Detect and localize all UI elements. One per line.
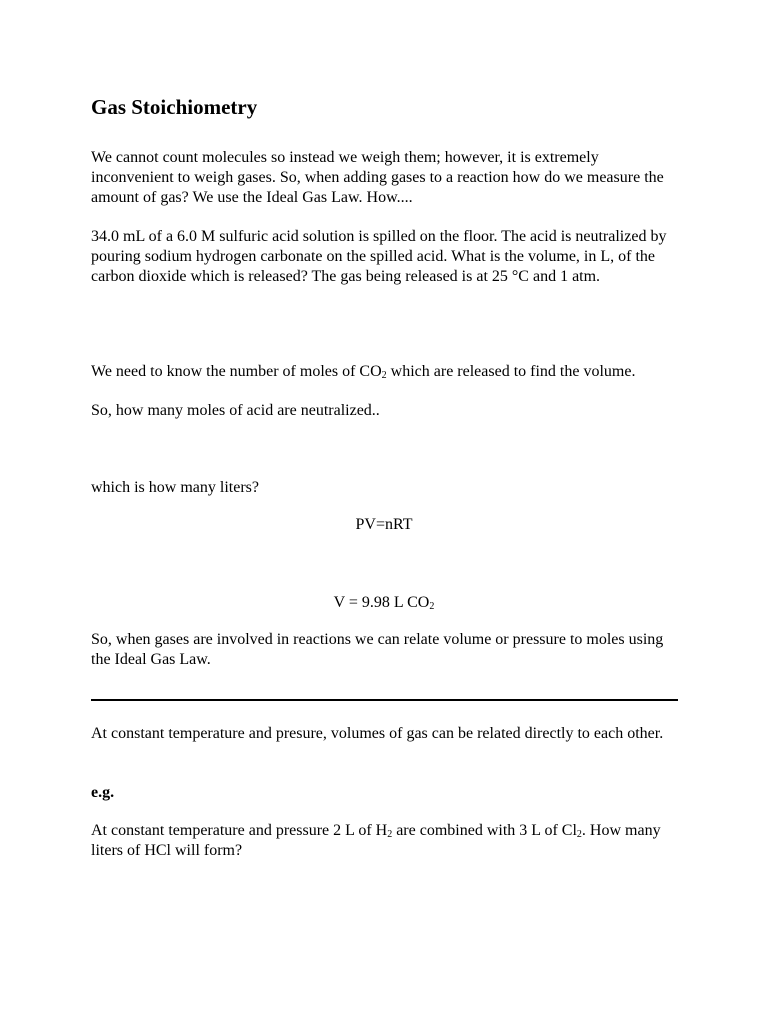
example-label	[91, 783, 681, 803]
acid-moles-paragraph: So, how many moles of acid are neutralized..	[91, 402, 380, 419]
example-text-b: are combined with 3 L of Cl	[392, 822, 577, 839]
volume-result-text: V = 9.98 L CO	[333, 594, 430, 611]
constant-conditions-paragraph: At constant temperature and presure, volumes of gas can be related directly to each other.	[91, 725, 664, 742]
intro-paragraph: We cannot count molecules so instead we weigh them; however, it is extremely inconvenient to weigh gases. So, when adding gases to a reaction how do we measure the amount of gas? We use the Ideal Gas Law. How....	[91, 149, 664, 206]
liters-question: which is how many liters?	[91, 479, 259, 496]
co2-subscript: 2	[429, 601, 435, 612]
co2-subscript: 2	[381, 370, 387, 381]
ideal-gas-equation: PV=nRT	[355, 516, 413, 533]
example-text-a: At constant temperature and pressure 2 L of H	[91, 822, 388, 839]
page-title: Gas Stoichiometry	[91, 95, 258, 119]
summary-paragraph: So, when gases are involved in reactions we can relate volume or pressure to moles using the Ideal Gas Law.	[91, 631, 664, 668]
example-label-text: e.g.	[91, 784, 115, 801]
moles-co2-text-end: which are released to find the volume.	[386, 363, 636, 380]
cl2-subscript: 2	[576, 829, 582, 840]
example-text-c: . How many liters of HCl will form?	[91, 822, 661, 859]
example-paragraph	[91, 821, 681, 861]
horizontal-divider	[91, 699, 678, 701]
h2-subscript: 2	[387, 829, 393, 840]
moles-co2-paragraph	[91, 362, 691, 382]
problem-paragraph: 34.0 mL of a 6.0 M sulfuric acid solution is spilled on the floor. The acid is neutralized by pouring sodium hydrogen carbonate on the spilled acid. What is the volume, in L, of the carbon dioxide which is released? The gas being released is at 25 °C and 1 atm.	[91, 228, 667, 285]
moles-co2-text: We need to know the number of moles of CO	[91, 363, 382, 380]
volume-result	[0, 593, 768, 613]
